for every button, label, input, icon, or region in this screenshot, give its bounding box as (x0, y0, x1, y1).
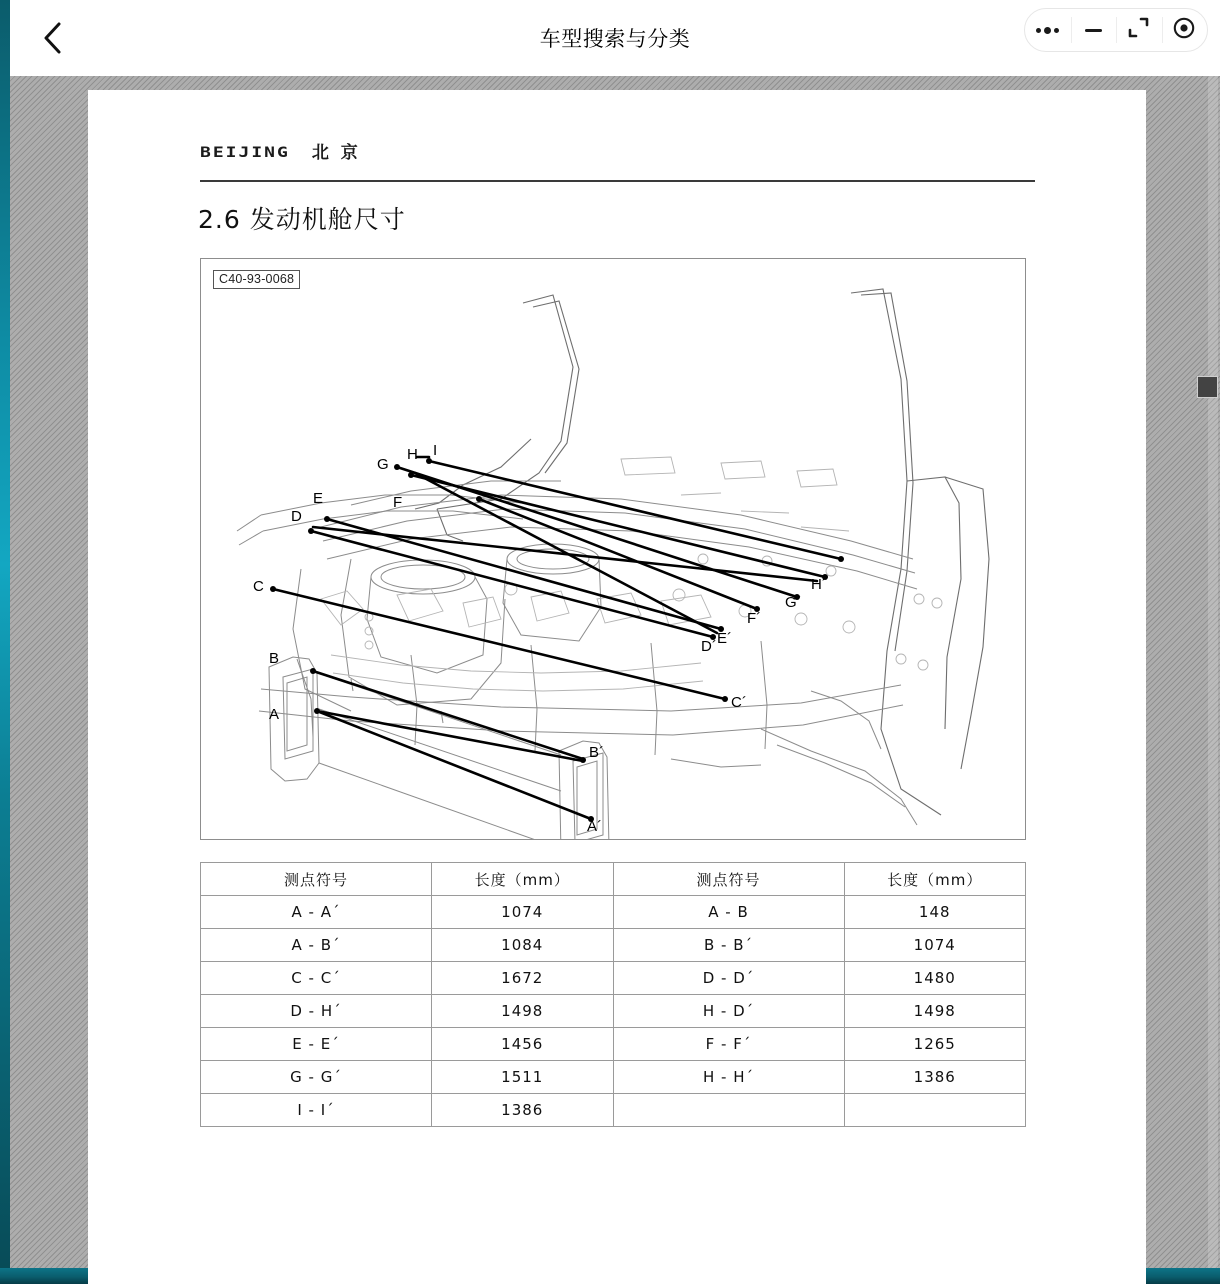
table-header-row (201, 863, 1026, 896)
cell-length-left: 1386 (432, 1094, 614, 1127)
cell-length-right: 148 (844, 896, 1026, 929)
back-button[interactable] (26, 0, 80, 76)
svg-text:I: I (433, 442, 438, 459)
expand-icon (1128, 17, 1149, 43)
cell-length-left: 1672 (432, 962, 614, 995)
cell-symbol-right: A - B (613, 896, 844, 929)
cell-symbol-right: D - D´ (613, 962, 844, 995)
table-row (201, 1061, 1026, 1094)
cell-length-left: 1456 (432, 1028, 614, 1061)
cell-length-right: 1480 (844, 962, 1026, 995)
svg-text:A: A (269, 706, 280, 723)
navigation-bar (10, 0, 1220, 76)
page-title: 车型搜索与分类 (539, 27, 691, 51)
cell-length-right: 1074 (844, 929, 1026, 962)
svg-text:C: C (253, 578, 264, 595)
table-row (201, 1094, 1026, 1127)
more-dots-icon (1036, 27, 1059, 34)
scrollbar-track[interactable] (1208, 76, 1218, 1268)
cell-symbol-left: A - A´ (201, 896, 432, 929)
svg-text:G´: G´ (785, 594, 802, 611)
col-header-length-1: 长度（mm） (432, 863, 614, 896)
cell-length-left: 1511 (432, 1061, 614, 1094)
cell-symbol-right: H - H´ (613, 1061, 844, 1094)
svg-text:G: G (377, 456, 389, 473)
cell-length-right: 1265 (844, 1028, 1026, 1061)
figure-container (200, 258, 1026, 840)
expand-button[interactable] (1116, 8, 1162, 52)
svg-text:D´: D´ (701, 638, 717, 655)
brand-wordmark-cn: 北 京 (311, 143, 361, 163)
svg-text:D: D (291, 508, 302, 525)
svg-text:H: H (407, 446, 418, 463)
more-menu-button[interactable] (1025, 8, 1071, 52)
section-heading: 2.6 发动机舱尺寸 (198, 205, 406, 234)
document-page (88, 90, 1146, 1284)
cell-symbol-left: I - I´ (201, 1094, 432, 1127)
table-row (201, 1028, 1026, 1061)
scrollbar-thumb[interactable] (1197, 376, 1218, 398)
cell-length-left: 1084 (432, 929, 614, 962)
cell-length-left: 1498 (432, 995, 614, 1028)
svg-text:F: F (393, 494, 403, 511)
svg-text:H´: H´ (811, 576, 827, 593)
cell-symbol-right (613, 1094, 844, 1127)
cell-symbol-left: D - H´ (201, 995, 432, 1028)
cell-symbol-right: H - D´ (613, 995, 844, 1028)
cell-symbol-left: G - G´ (201, 1061, 432, 1094)
table-row (201, 929, 1026, 962)
svg-text:B: B (269, 650, 280, 667)
cell-length-right: 1386 (844, 1061, 1026, 1094)
brand-wordmark: BEIJING (200, 144, 290, 161)
window-controls-capsule (1024, 8, 1208, 52)
svg-text:A´: A´ (587, 818, 602, 835)
cell-symbol-right: F - F´ (613, 1028, 844, 1061)
col-header-length-2: 长度（mm） (844, 863, 1026, 896)
cell-symbol-left: E - E´ (201, 1028, 432, 1061)
svg-text:B´: B´ (589, 744, 604, 761)
svg-text:C´: C´ (731, 694, 747, 711)
table-row (201, 896, 1026, 929)
table-row (201, 995, 1026, 1028)
engine-bay-dimension-drawing (201, 259, 1025, 839)
cell-symbol-left: C - C´ (201, 962, 432, 995)
table-row (201, 962, 1026, 995)
minimize-button[interactable] (1071, 8, 1117, 52)
svg-text:E´: E´ (717, 630, 732, 647)
cell-length-right (844, 1094, 1026, 1127)
close-button[interactable] (1162, 8, 1208, 52)
cell-symbol-left: A - B´ (201, 929, 432, 962)
cell-length-left: 1074 (432, 896, 614, 929)
col-header-symbol-1: 测点符号 (201, 863, 432, 896)
col-header-symbol-2: 测点符号 (613, 863, 844, 896)
dimension-table (200, 862, 1026, 1127)
svg-text:E: E (313, 490, 324, 507)
figure-code-label: C40-93-0068 (213, 270, 300, 289)
minimize-icon (1085, 29, 1102, 32)
left-accent-rail (0, 0, 10, 1284)
back-chevron-icon (42, 21, 64, 55)
close-target-icon (1172, 16, 1196, 45)
cell-symbol-right: B - B´ (613, 929, 844, 962)
cell-length-right: 1498 (844, 995, 1026, 1028)
svg-text:F´: F´ (747, 610, 762, 627)
header-divider (200, 180, 1035, 182)
brand-logo (200, 138, 361, 163)
